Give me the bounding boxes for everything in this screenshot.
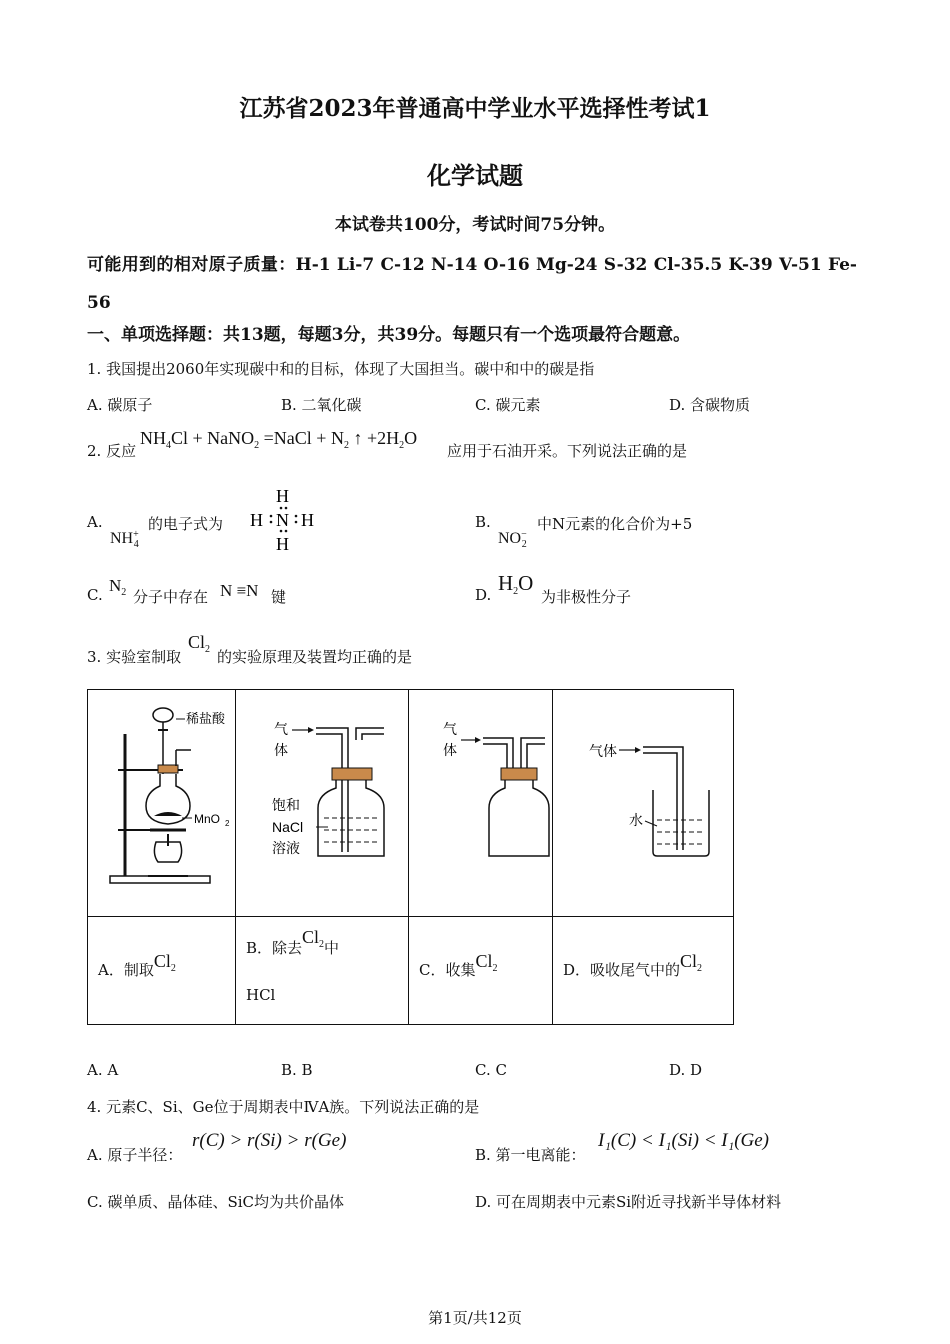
- section-heading: 一、单项选择题：共13题，每题3分，共39分。每题只有一个选项最符合题意。: [87, 325, 691, 345]
- svg-text:H: H: [301, 510, 314, 530]
- apparatus-a-cell: [88, 690, 236, 917]
- q4-option-b-formula: I₁(C) < I₁(Si) < I₁(Ge): [598, 1130, 770, 1151]
- q4-option-c: C. 碳单质、晶体硅、SiC均为共价晶体: [87, 1193, 345, 1211]
- label-dilute-hcl: 稀盐酸: [186, 712, 226, 727]
- label-nacl: NaCl: [272, 819, 304, 835]
- svg-text:H: H: [250, 510, 263, 530]
- exam-title: 江苏省2023年普通高中学业水平选择性考试1: [239, 95, 711, 122]
- caption-c-text: C．收集: [419, 961, 476, 979]
- q3-stem-prefix: 3. 实验室制取: [87, 648, 182, 666]
- svg-text:N: N: [276, 510, 289, 530]
- q1-option-d: D. 含碳物质: [669, 396, 751, 414]
- q2-stem-suffix: 应用于石油开采。下列说法正确的是: [447, 442, 688, 460]
- caption-b: B．除去$Cl_2$中 HCl: [236, 917, 409, 1025]
- caption-a-text: A．制取: [98, 961, 154, 979]
- caption-a: A．制取$Cl_2$: [88, 917, 236, 1025]
- label-saturated: 饱和: [272, 798, 300, 814]
- q1-option-a: A. 碳原子: [87, 396, 153, 414]
- atomic-masses: 可能用到的相对原子质量：H-1 Li-7 C-12 N-14 O-16 Mg-24 S-32 Cl-35.5 K-39 V-51 Fe-56: [87, 255, 857, 313]
- label-gas-b1: 气: [274, 722, 288, 738]
- gas-collection-apparatus: [409, 690, 552, 912]
- q2-stem-prefix: 2. 反应: [87, 442, 137, 460]
- q2-option-d-label: D.: [475, 586, 492, 604]
- caption-b-tail: HCl: [246, 986, 276, 1004]
- nitrite-formula: $NO^-_2$: [498, 529, 527, 550]
- chlorine-formula: $Cl_2$: [188, 632, 211, 655]
- q4-option-a-label: A. 原子半径：: [87, 1146, 183, 1164]
- q4-stem: 4. 元素C、Si、Ge位于周期表中ⅣA族。下列说法正确的是: [87, 1098, 480, 1116]
- q2-option-c-label: C.: [87, 586, 103, 604]
- label-gas-d: 气体: [589, 744, 617, 760]
- q4-option-a-formula: r(C) > r(Si) > r(Ge): [192, 1130, 347, 1151]
- q3-option-a: A. A: [87, 1061, 119, 1079]
- caption-d-text: D．吸收尾气中的: [563, 961, 681, 979]
- q3-option-c: C. C: [475, 1061, 507, 1079]
- apparatus-table: [87, 689, 734, 1025]
- ammonium-formula: $NH^+_4$: [110, 529, 139, 550]
- label-water: 水: [629, 813, 643, 829]
- q2-reaction-formula: $NH_4Cl$ + NaNO$_2$ =NaCl + $N_2$ ↑ $+2H_2O$: [140, 428, 418, 451]
- q2-option-d-text: 为非极性分子: [541, 588, 632, 606]
- q2-option-c-text: 分子中存在: [133, 588, 209, 606]
- label-gas-c1: 气: [443, 722, 457, 738]
- triple-bond-formula: N ≡N: [220, 581, 259, 600]
- apparatus-c-cell: [409, 690, 553, 917]
- water-formula: $H_2O$: [498, 571, 534, 597]
- label-gas-b2: 体: [274, 743, 288, 759]
- q2-option-a-label: A.: [87, 513, 103, 531]
- caption-b-mid: 中: [324, 939, 340, 957]
- q3-stem-suffix: 的实验原理及装置均正确的是: [217, 648, 413, 666]
- svg-text:H: H: [276, 534, 289, 554]
- nitrogen-formula: $N_2$: [109, 576, 127, 598]
- caption-d: D．吸收尾气中的$Cl_2$: [553, 917, 734, 1025]
- apparatus-b-cell: [236, 690, 409, 917]
- q1-option-b: B. 二氧化碳: [281, 396, 362, 414]
- q1-stem: 1. 我国提出2060年实现碳中和的目标，体现了大国担当。碳中和中的碳是指: [87, 360, 595, 378]
- q3-option-b: B. B: [281, 1061, 313, 1079]
- apparatus-d-cell: [553, 690, 734, 917]
- label-gas-c2: 体: [443, 743, 457, 759]
- label-mno2: MnO: [194, 812, 221, 826]
- exam-subtitle: 化学试题: [427, 161, 523, 190]
- q4-option-b-label: B. 第一电离能：: [475, 1146, 586, 1164]
- q4-option-d: D. 可在周期表中元素Si附近寻找新半导体材料: [475, 1193, 782, 1211]
- exam-note: 本试卷共100分，考试时间75分钟。: [334, 215, 616, 235]
- caption-b-text: B．除去: [246, 939, 303, 957]
- q3-option-d: D. D: [669, 1061, 703, 1079]
- q2-option-b-label: B.: [475, 513, 491, 531]
- chlorine-generator-apparatus: [88, 690, 235, 912]
- q2-option-c-tail: 键: [271, 588, 287, 606]
- q2-option-a-text: 的电子式为: [148, 515, 224, 533]
- tail-gas-absorption-apparatus: [553, 690, 733, 912]
- q2-option-b-text: 中N元素的化合价为+5: [537, 515, 693, 533]
- page-footer: 第1页/共12页: [428, 1309, 522, 1327]
- label-solution: 溶液: [272, 841, 300, 857]
- svg-text:H: H: [276, 486, 289, 506]
- svg-text:2: 2: [225, 819, 230, 828]
- ammonium-electron-dot-formula: [246, 486, 318, 554]
- q1-option-c: C. 碳元素: [475, 396, 541, 414]
- washing-bottle-apparatus: [236, 690, 408, 912]
- caption-c: C．收集$Cl_2$: [409, 917, 553, 1025]
